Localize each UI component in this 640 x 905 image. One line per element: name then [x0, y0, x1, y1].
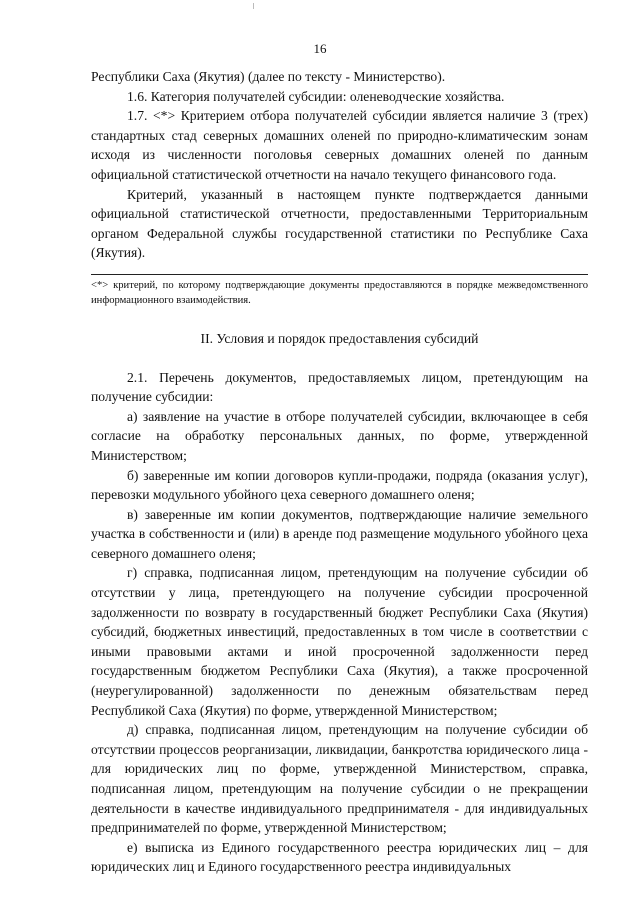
footnote: <*> критерий, по которому подтверждающие документы предоставляются в порядке межведомственного информационного взаимодействия.: [91, 279, 588, 306]
paragraph-p-1-6: 1.6. Категория получателей субсидии: оленеводческие хозяйства.: [127, 88, 505, 104]
paragraph-p-v: в) заверенные им копии документов, подтверждающие наличие земельного участка в собственности и (или) в аренде под размещение модульного убойного цеха северного домашнего оленя;: [91, 506, 588, 561]
section-2-text: [91, 368, 588, 877]
page-number: 16: [313, 41, 327, 56]
paragraph-p-d: д) справка, подписанная лицом, претендующим на получение субсидии об отсутствии процессов реорганизации, ликвидации, банкротства юридического лица - для юридических лиц по форме, утвержденной Министерством, справка, подписанная лицом, претендующим на получение субсидии о не прекращении деятельности в качестве индивидуального предпринимателя - для индивидуальных предпринимателей по форме, утвержденной Министерством;: [91, 722, 588, 836]
paragraph-p-g: г) справка, подписанная лицом, претендующим на получение субсидии об отсутствии у лица, претендующего на получение субсидии просроченной задолженности по возврату в государственный бюджет Республики Саха (Якутия) субсидий, бюджетных инвестиций, предоставленных в том числе в соответствии с иными правовыми актами и иной просроченной задолженности перед государственным бюджетом Республики Саха (Якутия), а также просроченной (неурегулированной) задолженности по денежным обязательствам перед Республикой Саха (Якутия) по форме, утвержденной Министерством;: [91, 565, 588, 718]
document-body: [91, 67, 588, 877]
paragraph-p-b: б) заверенные им копии договоров купли-продажи, подряда (оказания услуг), перевозки модульного убойного цеха северного домашнего оленя;: [91, 467, 588, 503]
paragraph-p-e: е) выписка из Единого государственного реестра юридических лиц – для юридических лиц и Единого государственного реестра индивидуальных: [91, 839, 588, 875]
scan-mark: [253, 3, 254, 9]
section-1-text: [91, 67, 588, 263]
paragraph-p-criterion: Критерий, указанный в настоящем пункте подтверждается данными официальной статистической отчетности, предоставленными Территориальным органом Федеральной службы государственной статистики по Республике Саха (Якутия).: [91, 186, 588, 261]
paragraph-p-continuation: Республики Саха (Якутия) (далее по тексту - Министерство).: [91, 69, 446, 84]
footnote-divider: [91, 274, 588, 275]
paragraph-p-1-7: 1.7. <*> Критерием отбора получателей субсидии является наличие 3 (трех) стандартных стад северных домашних оленей по природно-климатическим зонам исходя из численности поголовья северных домашних оленей по данным официальной статистической отчетности на начало текущего финансового года.: [91, 108, 588, 182]
section-heading: II. Условия и порядок предоставления субсидий: [200, 330, 479, 346]
paragraph-p-a: а) заявление на участие в отборе получателей субсидии, включающее в себя согласие на обработку персональных данных, по форме, утвержденной Министерством;: [91, 408, 588, 463]
paragraph-p-2-1: 2.1. Перечень документов, предоставляемых лицом, претендующим на получение субсидии:: [91, 369, 588, 405]
